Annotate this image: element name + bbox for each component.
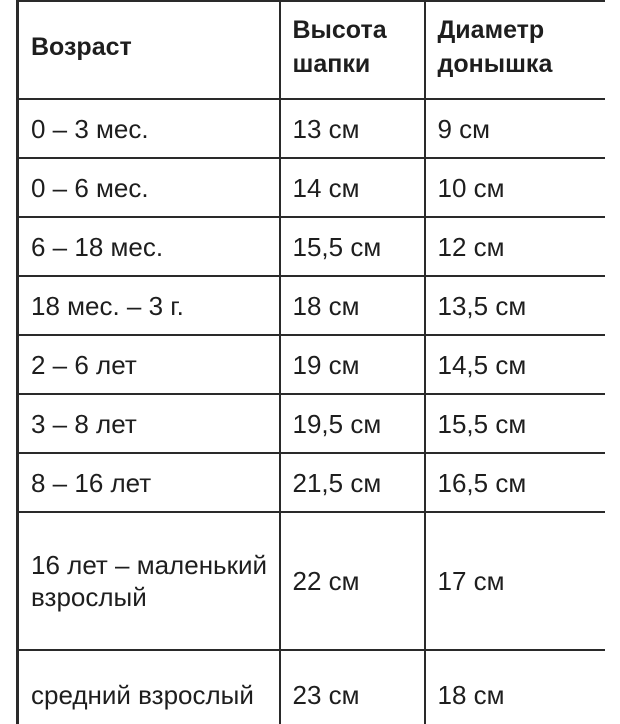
cell-diameter: 18 см (425, 650, 606, 724)
cell-age: 0 – 6 мес. (18, 158, 280, 217)
cell-diameter: 16,5 см (425, 453, 606, 512)
table-row (18, 276, 606, 335)
table-row (18, 99, 606, 158)
cell-age: 0 – 3 мес. (18, 99, 280, 158)
cell-height: 14 см (280, 158, 425, 217)
cell-diameter: 12 см (425, 217, 606, 276)
table-row (18, 158, 606, 217)
cell-diameter: 13,5 см (425, 276, 606, 335)
cell-diameter: 17 см (425, 512, 606, 650)
table-row (18, 335, 606, 394)
table-row (18, 650, 606, 724)
cell-height: 13 см (280, 99, 425, 158)
cell-height: 19 см (280, 335, 425, 394)
header-age: Возраст (18, 1, 280, 99)
table-header-row (18, 1, 606, 99)
cell-height: 22 см (280, 512, 425, 650)
cell-height: 18 см (280, 276, 425, 335)
cell-diameter: 15,5 см (425, 394, 606, 453)
cell-height: 19,5 см (280, 394, 425, 453)
cell-height: 23 см (280, 650, 425, 724)
header-height: Высота шапки (280, 1, 425, 99)
cell-diameter: 9 см (425, 99, 606, 158)
cell-age: 3 – 8 лет (18, 394, 280, 453)
table-row (18, 394, 606, 453)
table-row (18, 453, 606, 512)
cell-age: средний взрослый (18, 650, 280, 724)
cell-age: 18 мес. – 3 г. (18, 276, 280, 335)
table-row (18, 217, 606, 276)
cell-age: 8 – 16 лет (18, 453, 280, 512)
hat-size-table (16, 0, 605, 724)
size-table-container (16, 0, 605, 724)
cell-height: 15,5 см (280, 217, 425, 276)
cell-height: 21,5 см (280, 453, 425, 512)
cell-diameter: 10 см (425, 158, 606, 217)
cell-age: 16 лет – маленький взрослый (18, 512, 280, 650)
cell-age: 2 – 6 лет (18, 335, 280, 394)
table-row (18, 512, 606, 650)
cell-age: 6 – 18 мес. (18, 217, 280, 276)
cell-diameter: 14,5 см (425, 335, 606, 394)
header-diameter: Диаметр донышка (425, 1, 606, 99)
